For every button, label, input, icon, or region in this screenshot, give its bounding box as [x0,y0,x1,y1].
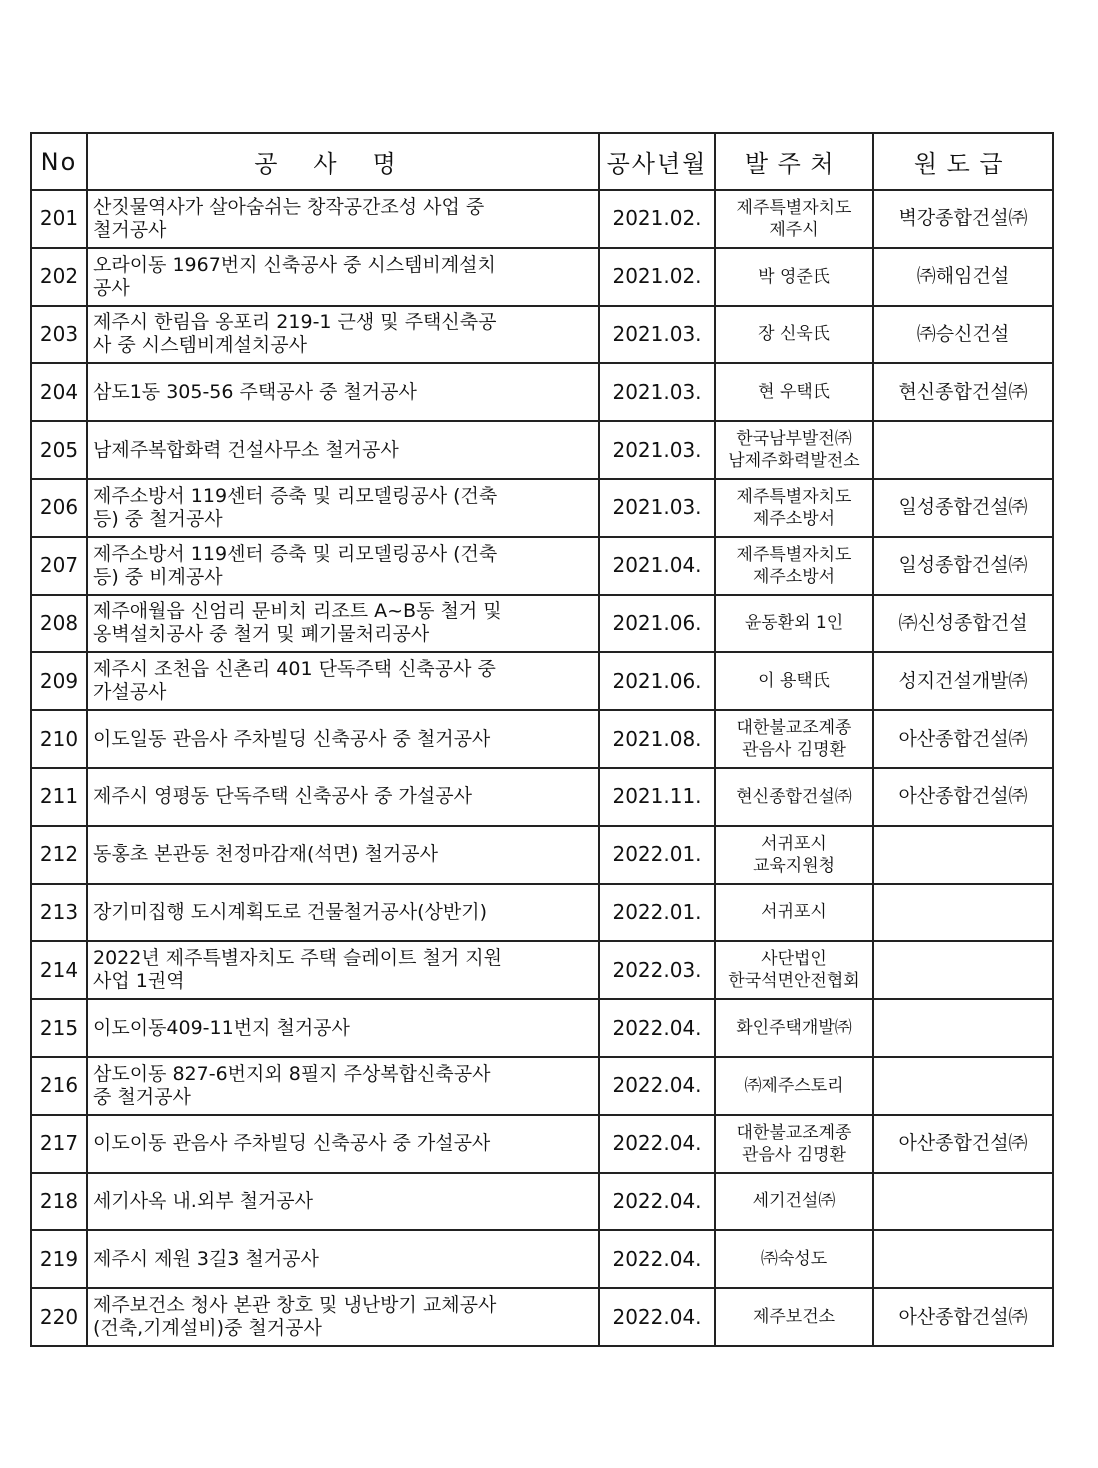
project-name-line: 산짓물역사가 살아숨쉬는 창작공간조성 사업 중 [93,195,485,218]
prime-contractor: ㈜승신건설 [873,306,1053,364]
construction-date: 2021.04. [599,537,715,595]
construction-date: 2022.01. [599,826,715,884]
project-name [87,248,599,306]
project-name-line: 제주애월읍 신엄리 문비치 리조트 A~B동 철거 및 [93,600,502,623]
project-name [87,363,599,421]
project-name-line: 이도이동409-11번지 철거공사 [93,1016,350,1039]
client-line: ㈜제주스토리 [744,1075,844,1096]
table-row [31,595,1053,653]
prime-contractor [873,999,1053,1057]
project-name [87,1288,599,1346]
project-name [87,652,599,710]
prime-contractor [873,1230,1053,1288]
client [715,999,873,1057]
construction-date: 2021.08. [599,710,715,768]
project-name [87,768,599,826]
client-line: ㈜숙성도 [760,1249,828,1270]
client [715,248,873,306]
construction-date: 2022.04. [599,1115,715,1173]
client-line: 관음사 김명환 [742,1144,846,1165]
row-number: 211 [31,768,87,826]
client-line: 세기건설㈜ [752,1191,836,1212]
construction-date: 2021.06. [599,652,715,710]
client [715,1115,873,1173]
project-name [87,1230,599,1288]
client-line: 제주소방서 [752,508,836,529]
project-name [87,537,599,595]
construction-record-table [30,132,1054,1347]
client [715,710,873,768]
client-line: 남제주화력발전소 [728,451,860,472]
project-name-line: 제주시 제원 3길3 철거공사 [93,1247,319,1270]
project-name-line: 가설공사 [93,681,167,704]
construction-date: 2021.03. [599,421,715,479]
client-line: 제주소방서 [752,566,836,587]
row-number: 206 [31,479,87,537]
client [715,421,873,479]
prime-contractor: 일성종합건설㈜ [873,479,1053,537]
project-name-line: 남제주복합화력 건설사무소 철거공사 [93,438,399,461]
row-number: 202 [31,248,87,306]
construction-date: 2021.03. [599,363,715,421]
client-line: 관음사 김명환 [742,740,846,761]
client-line: 대한불교조계종 [736,718,852,739]
construction-date: 2022.01. [599,884,715,942]
client [715,652,873,710]
client [715,1230,873,1288]
project-name-line: 사업 1권역 [93,970,185,993]
table-row [31,710,1053,768]
client-line: 화인주택개발㈜ [736,1018,852,1039]
row-number: 204 [31,363,87,421]
row-number: 207 [31,537,87,595]
row-number: 209 [31,652,87,710]
client [715,479,873,537]
project-name [87,1173,599,1231]
project-name [87,421,599,479]
client [715,306,873,364]
table-row [31,248,1053,306]
client-line: 제주특별자치도 [736,544,852,565]
row-number: 220 [31,1288,87,1346]
construction-date: 2021.03. [599,479,715,537]
table-row [31,537,1053,595]
table-row [31,826,1053,884]
project-name [87,479,599,537]
header-row [31,133,1053,190]
client-line: 현 우택氏 [758,382,830,403]
client-line: 대한불교조계종 [736,1122,852,1143]
prime-contractor [873,1057,1053,1115]
prime-contractor [873,826,1053,884]
construction-date: 2021.06. [599,595,715,653]
prime-contractor [873,941,1053,999]
table-row [31,884,1053,942]
construction-date: 2022.04. [599,1173,715,1231]
construction-date: 2022.04. [599,1057,715,1115]
client-line: 제주시 [769,219,819,240]
project-name [87,306,599,364]
project-name [87,710,599,768]
project-name [87,1115,599,1173]
table-row [31,1057,1053,1115]
client-line: 사단법인 [761,949,827,970]
prime-contractor [873,1173,1053,1231]
project-name [87,884,599,942]
project-name-line: 제주소방서 119센터 증축 및 리모델링공사 (건축 [93,484,498,507]
client-line: 제주특별자치도 [736,197,852,218]
client-line: 현신종합건설㈜ [736,786,852,807]
prime-contractor: ㈜신성종합건설 [873,595,1053,653]
table-row [31,1173,1053,1231]
table-row [31,1288,1053,1346]
client [715,363,873,421]
row-number: 217 [31,1115,87,1173]
construction-date: 2022.04. [599,1230,715,1288]
prime-contractor: 아산종합건설㈜ [873,768,1053,826]
client-line: 한국석면안전협회 [728,971,860,992]
table-row [31,652,1053,710]
table-row [31,363,1053,421]
project-name [87,1057,599,1115]
project-name-line: 제주소방서 119센터 증축 및 리모델링공사 (건축 [93,542,498,565]
project-name-line: 철거공사 [93,218,167,241]
project-name-line: 옹벽설치공사 중 철거 및 폐기물처리공사 [93,623,430,646]
table-row [31,768,1053,826]
table-row [31,1230,1053,1288]
table-row [31,190,1053,248]
client-line: 서귀포시 [761,902,827,923]
client [715,190,873,248]
prime-contractor: 현신종합건설㈜ [873,363,1053,421]
project-name-line: 사 중 시스템비계설치공사 [93,334,307,357]
client-line: 제주특별자치도 [736,486,852,507]
row-number: 210 [31,710,87,768]
client [715,1173,873,1231]
client-line: 박 영준氏 [758,266,830,287]
project-name-line: 2022년 제주특별자치도 주택 슬레이트 철거 지원 [93,947,502,970]
prime-contractor: 벽강종합건설㈜ [873,190,1053,248]
table-body [31,190,1053,1346]
table-row [31,941,1053,999]
project-name [87,999,599,1057]
project-name-line: 제주보건소 청사 본관 창호 및 냉난방기 교체공사 [93,1294,497,1317]
prime-contractor [873,884,1053,942]
table-row [31,306,1053,364]
project-name-line: 공사 [93,276,130,299]
row-number: 208 [31,595,87,653]
project-name [87,190,599,248]
table-row [31,1115,1053,1173]
project-name-line: 삼도이동 827-6번지외 8필지 주상복합신축공사 [93,1062,491,1085]
prime-contractor: 아산종합건설㈜ [873,710,1053,768]
prime-contractor: 성지건설개발㈜ [873,652,1053,710]
table-row [31,999,1053,1057]
prime-contractor: ㈜해임건설 [873,248,1053,306]
project-name-line: 제주시 영평동 단독주택 신축공사 중 가설공사 [93,785,472,808]
construction-date: 2022.04. [599,999,715,1057]
client [715,1057,873,1115]
table-row [31,421,1053,479]
row-number: 218 [31,1173,87,1231]
prime-contractor: 아산종합건설㈜ [873,1115,1053,1173]
project-name-line: 제주시 한림읍 옹포리 219-1 근생 및 주택신축공 [93,311,497,334]
row-number: 205 [31,421,87,479]
row-number: 213 [31,884,87,942]
client [715,768,873,826]
client-line: 이 용택氏 [758,671,830,692]
row-number: 215 [31,999,87,1057]
project-name-line: (건축,기계설비)중 철거공사 [93,1317,322,1340]
header-construction-date: 공사년월 [599,133,715,190]
construction-date: 2021.03. [599,306,715,364]
project-name-line: 이도이동 관음사 주차빌딩 신축공사 중 가설공사 [93,1132,491,1155]
project-name-line: 등) 중 비계공사 [93,565,223,588]
project-name-line: 삼도1동 305-56 주택공사 중 철거공사 [93,380,417,403]
construction-date: 2021.02. [599,248,715,306]
row-number: 216 [31,1057,87,1115]
client-line: 윤동환외 1인 [744,613,844,634]
header-client: 발주처 [715,133,873,190]
header-prime-contractor: 원도급 [873,133,1053,190]
row-number: 219 [31,1230,87,1288]
construction-date: 2021.11. [599,768,715,826]
client [715,941,873,999]
client [715,1288,873,1346]
client-line: 제주보건소 [752,1307,836,1328]
client [715,884,873,942]
prime-contractor: 일성종합건설㈜ [873,537,1053,595]
header-no: No [31,133,87,190]
prime-contractor [873,421,1053,479]
project-name-line: 오라이동 1967번지 신축공사 중 시스템비계설치 [93,253,496,276]
project-name [87,941,599,999]
prime-contractor: 아산종합건설㈜ [873,1288,1053,1346]
row-number: 203 [31,306,87,364]
row-number: 201 [31,190,87,248]
project-name-line: 이도일동 관음사 주차빌딩 신축공사 중 철거공사 [93,727,491,750]
client [715,537,873,595]
row-number: 212 [31,826,87,884]
construction-date: 2022.04. [599,1288,715,1346]
construction-date: 2021.02. [599,190,715,248]
row-number: 214 [31,941,87,999]
project-name-line: 세기사옥 내.외부 철거공사 [93,1189,314,1212]
project-name-line: 중 철거공사 [93,1085,191,1108]
client [715,595,873,653]
project-name-line: 장기미집행 도시계획도로 건물철거공사(상반기) [93,900,487,923]
project-name [87,595,599,653]
client-line: 교육지원청 [752,855,836,876]
table-row [31,479,1053,537]
header-project-name: 공사명 [87,133,599,190]
client-line: 장 신욱氏 [758,324,830,345]
project-name-line: 제주시 조천읍 신촌리 401 단독주택 신축공사 중 [93,658,496,681]
construction-date: 2022.03. [599,941,715,999]
client-line: 한국남부발전㈜ [736,429,852,450]
client-line: 서귀포시 [761,833,827,854]
project-name-line: 등) 중 철거공사 [93,507,223,530]
client [715,826,873,884]
project-name [87,826,599,884]
project-name-line: 동홍초 본관동 천정마감재(석면) 철거공사 [93,843,438,866]
